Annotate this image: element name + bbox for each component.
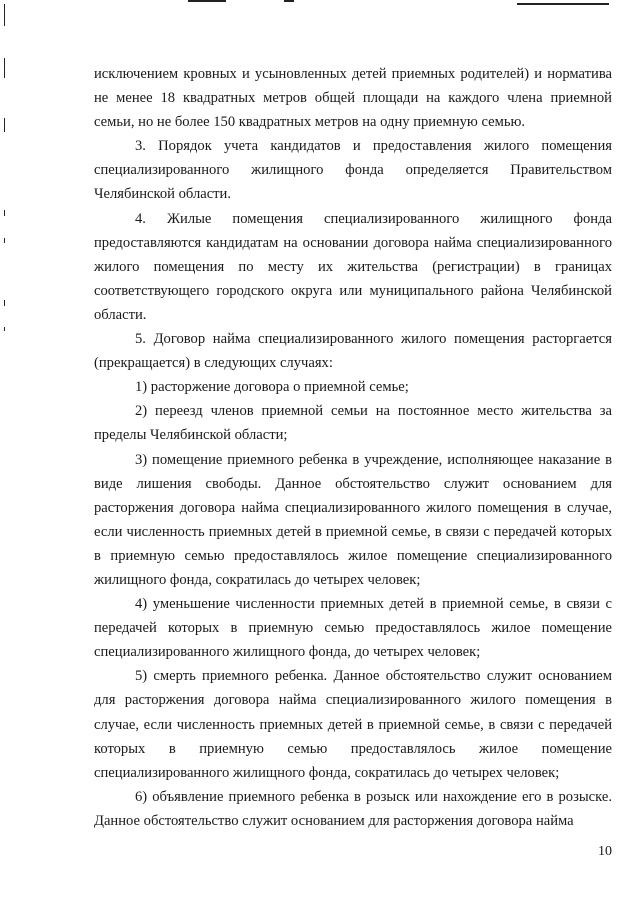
scan-artifact-left: [4, 58, 5, 78]
scan-artifact-left: [4, 4, 5, 26]
scan-artifact-left: [4, 327, 5, 331]
scan-artifact-top-right: [517, 3, 609, 5]
paragraph-4-housing-provision: 4. Жилые помещения специализированного жилищного фонда предоставляются кандидатам на основании договора найма специализированного жилого помещения по месту их жительства (регистрации) в границах соответствующего городского округа или муниципального района Челябинской области.: [94, 210, 612, 323]
list-item-5: 5) смерть приемного ребенка. Данное обстоятельство служит основанием для расторжения договора найма специализированного жилого помещения в случае, если численность приемных детей в приемной семье, в связи с передачей которых в приемную семью предоставлялось жилое помещение специализированного жилищного фонда, сократилась до четырех человек;: [94, 668, 612, 781]
list-item-1: 1) расторжение договора о приемной семье;: [135, 379, 409, 396]
list-item-4: 4) уменьшение численности приемных детей в приемной семье, в связи с передачей которых в приемную семью предоставлялось жилое помещение специализированного жилищного фонда, до четырех человек;: [94, 596, 612, 661]
scan-artifact-left: [4, 300, 5, 306]
paragraph-continuation: исключением кровных и усыновленных детей приемных родителей) и норматива не менее 18 квадратных метров общей площади на каждого члена приемной семьи, но не более 150 квадратных метров на одну приемную семью.: [94, 66, 612, 131]
paragraph-5-contract-termination: 5. Договор найма специализированного жилого помещения расторгается (прекращается) в следующих случаях:: [94, 331, 612, 372]
list-item-2: 2) переезд членов приемной семьи на постоянное место жительства за пределы Челябинской области;: [94, 403, 612, 444]
scan-artifact-left: [4, 210, 5, 216]
list-item-3: 3) помещение приемного ребенка в учреждение, исполняющее наказание в виде лишения свободы. Данное обстоятельство служит основанием для расторжения договора найма специализированного жилого помещения в случае, если численность приемных детей в приемной семье, в связи с передачей которых в приемную семью предоставлялось жилое помещение специализированного жилищного фонда, сократилась до четырех человек;: [94, 451, 612, 588]
document-body: [94, 62, 612, 833]
scan-artifact-top: [188, 0, 226, 2]
paragraph-3-registration-procedure: 3. Порядок учета кандидатов и предоставления жилого помещения специализированного жилищного фонда определяется Правительством Челябинской области.: [94, 138, 612, 203]
list-item-6: 6) объявление приемного ребенка в розыск или нахождение его в розыске. Данное обстоятельство служит основанием для расторжения договора найма: [94, 788, 612, 829]
scan-artifact-left: [4, 118, 5, 132]
scan-artifact-top: [284, 0, 294, 2]
scan-artifact-left: [4, 238, 5, 243]
page-number: 10: [598, 844, 612, 859]
